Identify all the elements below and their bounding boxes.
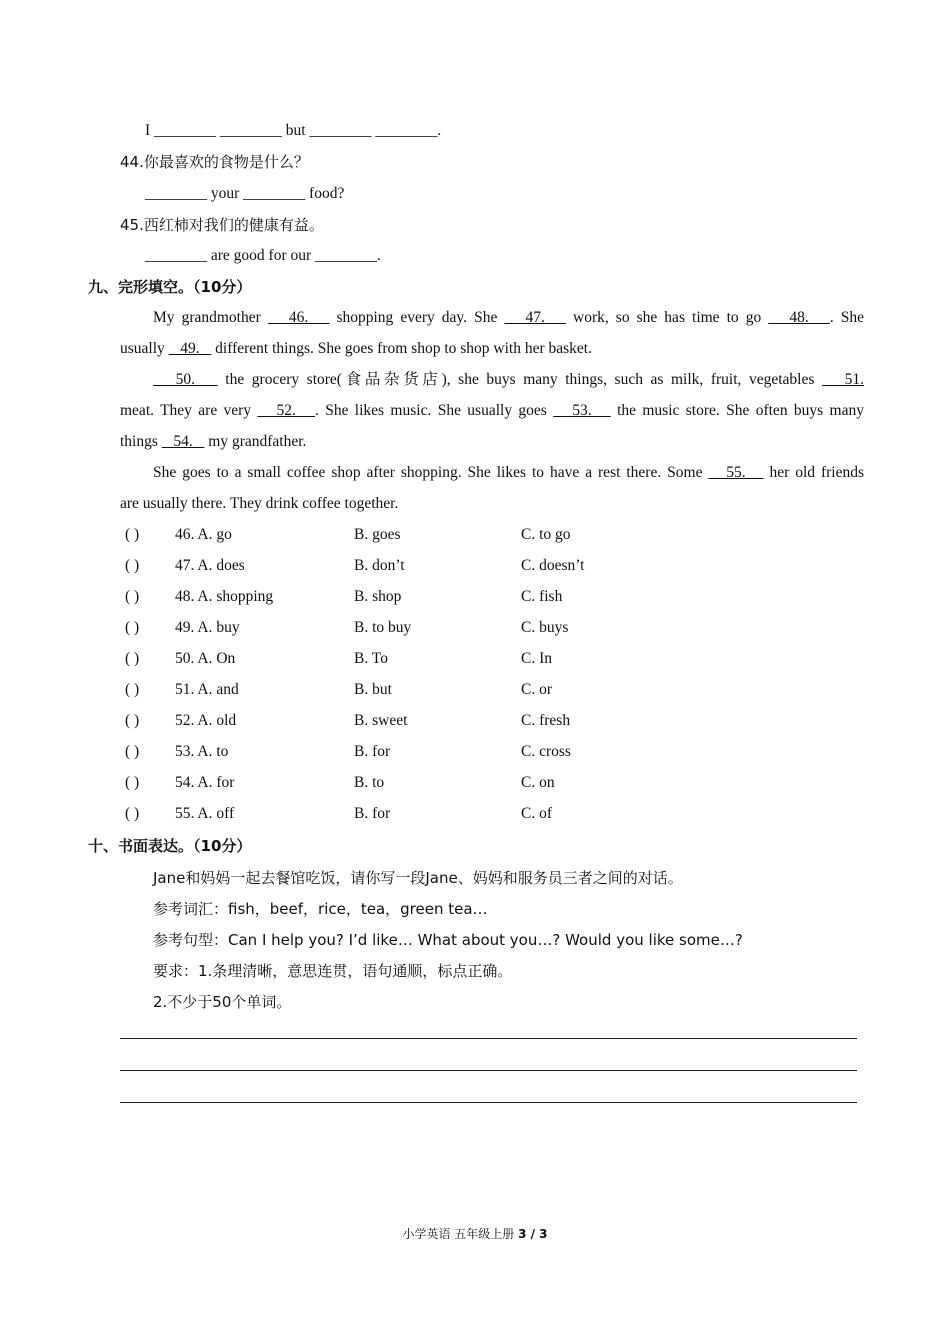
passage-text: things	[120, 433, 162, 450]
answer-paren[interactable]: ( )	[125, 619, 140, 636]
option-row-48	[125, 587, 725, 607]
page-number: 3 / 3	[518, 1227, 548, 1241]
option-row-49	[125, 618, 725, 638]
section10-title: 十、书面表达。（10分）	[88, 837, 252, 855]
option-row-52	[125, 711, 725, 731]
blank-51: 51.	[821, 371, 865, 388]
passage-p2-line3	[120, 432, 306, 452]
passage-text: meat. They are very	[120, 402, 258, 419]
option-a: 46. A. go	[175, 526, 232, 543]
passage-text: She goes to a small coffee shop after shopping. She likes to have a rest there. Some	[153, 464, 709, 481]
writing-line-1[interactable]	[120, 1038, 857, 1039]
passage-p2-line2	[120, 401, 864, 421]
answer-paren[interactable]: ( )	[125, 588, 140, 605]
answer-paren[interactable]: ( )	[125, 650, 140, 667]
option-c: C. on	[521, 774, 555, 791]
q44-answer-line: ________ your ________ food?	[145, 185, 345, 202]
q45-answer-line: ________ are good for our ________.	[145, 247, 381, 264]
passage-text: usually	[120, 340, 169, 357]
reference-vocab: 参考词汇：fish，beef，rice，tea，green tea…	[153, 900, 488, 918]
option-b: B. to buy	[354, 619, 412, 636]
writing-instruction: Jane和妈妈一起去餐馆吃饭，请你写一段Jane、妈妈和服务员三者之间的对话。	[153, 869, 683, 887]
page-footer	[0, 1225, 950, 1242]
passage-p3-line2: are usually there. They drink coffee together.	[120, 495, 399, 512]
answer-paren[interactable]: ( )	[125, 774, 140, 791]
option-a: 48. A. shopping	[175, 588, 274, 605]
option-b: B. shop	[354, 588, 402, 605]
passage-p1-line1	[153, 308, 864, 328]
option-c: C. to go	[521, 526, 571, 543]
blank-53: 53.	[553, 402, 611, 419]
option-c: C. or	[521, 681, 552, 698]
blank-52: 52.	[257, 402, 315, 419]
blank-49: 49.	[168, 340, 212, 357]
passage-text: shopping every day. She	[329, 309, 505, 326]
passage-text: my grandfather.	[204, 433, 307, 450]
option-row-50	[125, 649, 725, 669]
passage-p2-line1	[153, 370, 864, 390]
option-b: B. To	[354, 650, 388, 667]
passage-text: work, so she has time to go	[565, 309, 769, 326]
answer-paren[interactable]: ( )	[125, 526, 140, 543]
passage-text: . She likes music. She usually goes	[314, 402, 554, 419]
passage-text: her old friends	[763, 464, 865, 481]
passage-text: . She	[829, 309, 865, 326]
option-b: B. sweet	[354, 712, 408, 729]
passage-text: the music store. She often buys many	[610, 402, 864, 419]
requirement-2: 2.不少于50个单词。	[153, 993, 292, 1011]
option-b: B. to	[354, 774, 385, 791]
option-row-51	[125, 680, 725, 700]
writing-line-2[interactable]	[120, 1070, 857, 1071]
option-c: C. fish	[521, 588, 563, 605]
q43-answer-line: I ________ ________ but ________ ________.	[145, 122, 442, 139]
requirement-1: 要求：1.条理清晰，意思连贯，语句通顺，标点正确。	[153, 962, 513, 980]
passage-text: the grocery store(食品杂货店), she buys many things, such as milk, fruit, vegetables	[217, 371, 822, 388]
option-a: 53. A. to	[175, 743, 229, 760]
option-c: C. buys	[521, 619, 569, 636]
blank-50: 50.	[153, 371, 218, 388]
option-b: B. for	[354, 805, 391, 822]
option-c: C. In	[521, 650, 552, 667]
option-c: C. of	[521, 805, 552, 822]
q44-prompt: 44.你最喜欢的食物是什么？	[120, 153, 309, 171]
answer-paren[interactable]: ( )	[125, 557, 140, 574]
passage-p1-line2	[120, 339, 592, 359]
option-row-46	[125, 525, 725, 545]
option-a: 49. A. buy	[175, 619, 240, 636]
option-row-47	[125, 556, 725, 576]
option-row-54	[125, 773, 725, 793]
passage-text: My grandmother	[153, 309, 268, 326]
writing-line-3[interactable]	[120, 1102, 857, 1103]
option-a: 55. A. off	[175, 805, 235, 822]
blank-48: 48.	[768, 309, 830, 326]
section9-title: 九、完形填空。（10分）	[88, 278, 252, 296]
option-c: C. fresh	[521, 712, 571, 729]
footer-text: 小学英语 五年级上册	[402, 1227, 519, 1241]
blank-54: 54.	[161, 433, 205, 450]
blank-46: 46.	[267, 309, 330, 326]
option-a: 52. A. old	[175, 712, 237, 729]
option-c: C. doesn’t	[521, 557, 585, 574]
option-b: B. don’t	[354, 557, 405, 574]
option-b: B. for	[354, 743, 391, 760]
option-b: B. goes	[354, 526, 401, 543]
blank-47: 47.	[504, 309, 566, 326]
option-row-53	[125, 742, 725, 762]
q45-prompt: 45.西红柿对我们的健康有益。	[120, 216, 324, 234]
option-a: 50. A. On	[175, 650, 236, 667]
answer-paren[interactable]: ( )	[125, 712, 140, 729]
option-a: 54. A. for	[175, 774, 235, 791]
passage-p3-line1	[153, 463, 864, 483]
option-c: C. cross	[521, 743, 571, 760]
answer-paren[interactable]: ( )	[125, 743, 140, 760]
option-row-55	[125, 804, 725, 824]
blank-55: 55.	[708, 464, 764, 481]
reference-patterns: 参考句型：Can I help you? I’d like… What about you…? Would you like some…?	[153, 931, 743, 949]
option-a: 51. A. and	[175, 681, 239, 698]
option-a: 47. A. does	[175, 557, 245, 574]
answer-paren[interactable]: ( )	[125, 805, 140, 822]
answer-paren[interactable]: ( )	[125, 681, 140, 698]
passage-text: different things. She goes from shop to shop with her basket.	[211, 340, 592, 357]
option-b: B. but	[354, 681, 392, 698]
